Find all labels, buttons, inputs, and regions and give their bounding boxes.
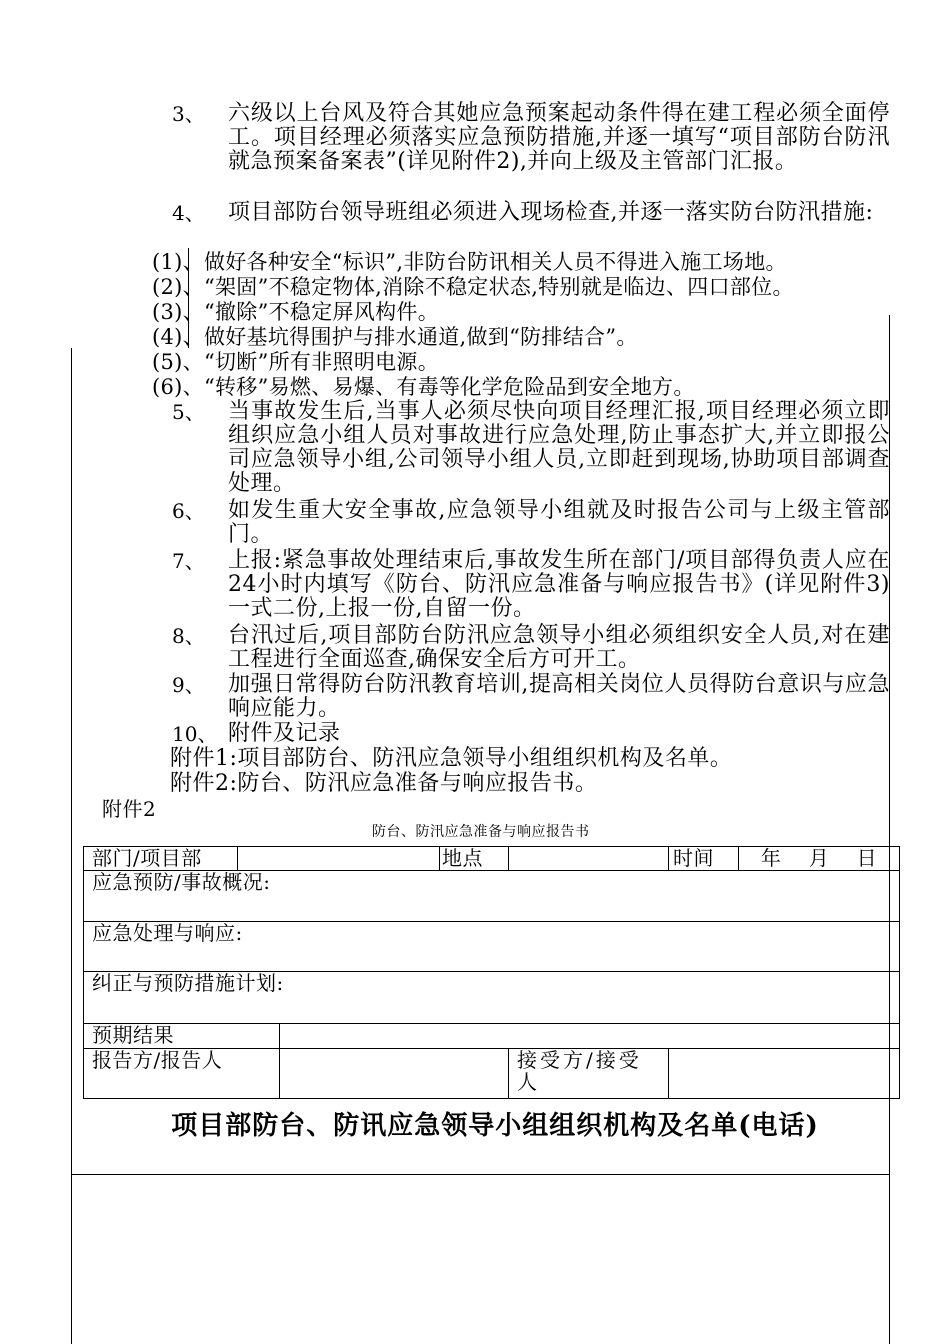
plan-cell	[84, 972, 900, 1024]
overview-label: 应急预防/事故概况:	[92, 870, 271, 894]
item-3-text: 六级以上台风及符合其她应急预案起动条件得在建工程必须全面停工。项目经理必须落实应急预防措施,并逐一填写“项目部防台防汛就急预案备案表”(详见附件2),并向上级及主管部门汇报。	[228, 101, 890, 174]
time-label: 时间	[673, 846, 714, 870]
item-7-text: 上报:紧急事故处理结束后,事故发生所在部门/项目部得负责人应在24小时内填写《防台、防汛应急准备与响应报告书》(详见附件3)一式二份,上报一份,自留一份。	[228, 548, 890, 621]
sub-item-4: (4)、做好基坑得围护与排水通道,做到“防排结合”。	[152, 325, 638, 349]
annex-label: 附件2	[102, 797, 157, 821]
sub-item-2: (2)、“架固”不稳定物体,消除不稳定状态,特别就是临边、四口部位。	[152, 275, 794, 299]
item-10-text: 附件及记录	[228, 721, 341, 746]
overview-cell	[84, 871, 900, 922]
item-4-number: 4、	[172, 201, 205, 225]
response-label: 应急处理与响应:	[92, 921, 243, 945]
reporter-label-cell	[84, 1049, 280, 1099]
time-label-cell	[669, 847, 739, 871]
item-3-number: 3、	[172, 102, 205, 126]
left-border-lower	[71, 348, 72, 1344]
report-title: 防台、防汛应急准备与响应报告书	[372, 824, 590, 840]
expected-label: 预期结果	[92, 1023, 174, 1047]
dept-value-cell	[238, 847, 440, 871]
place-label-cell	[440, 847, 509, 871]
item-7-number: 7、	[172, 549, 205, 573]
reporter-label: 报告方/报告人	[92, 1048, 223, 1072]
item-8-number: 8、	[172, 624, 205, 648]
receiver-label-cell	[509, 1049, 669, 1099]
item-4-text: 项目部防台领导班组必须进入现场检查,并逐一落实防台防汛措施:	[228, 200, 874, 225]
time-value: 年 月 日	[760, 846, 878, 870]
expected-value-cell	[280, 1024, 900, 1049]
item-9-text: 加强日常得防台防汛教育培训,提高相关岗位人员得防台意识与应急响应能力。	[228, 672, 890, 721]
item-10-number: 10、	[172, 722, 218, 746]
place-label: 地点	[442, 846, 483, 870]
time-value-cell	[739, 847, 900, 871]
sub-item-5: (5)、“切断”所有非照明电源。	[152, 350, 440, 374]
item-9-number: 9、	[172, 673, 205, 697]
item-5-number: 5、	[172, 400, 205, 424]
expected-label-cell	[84, 1024, 280, 1049]
attachment-2-line: 附件2:防台、防汛应急准备与响应报告书。	[170, 771, 598, 796]
attachment-1-line: 附件1:项目部防台、防汛应急领导小组组织机构及名单。	[170, 746, 733, 771]
reporter-value-cell	[280, 1049, 509, 1099]
org-title: 项目部防台、防讯应急领导小组组织机构及名单(电话)	[171, 1111, 819, 1141]
item-6-text: 如发生重大安全事故,应急领导小组就及时报告公司与上级主管部门。	[228, 498, 890, 547]
receiver-value-cell	[669, 1049, 900, 1099]
sub-item-3: (3)、“撤除”不稳定屏风构件。	[152, 300, 440, 324]
item-6-number: 6、	[172, 499, 205, 523]
dept-label: 部门/项目部	[92, 846, 202, 870]
item-5-text: 当事故发生后,当事人必须尽快向项目经理汇报,项目经理必须立即组织应急小组人员对事故进行应急处理,防止事态扩大,并立即报公司应急领导小组,公司领导小组人员,立即赶到现场,协助项目部调查处理。	[228, 399, 890, 496]
org-title-divider	[71, 1174, 890, 1175]
receiver-label: 接受方/接受人	[517, 1048, 642, 1094]
response-cell	[84, 922, 900, 972]
sub-item-1: (1)、做好各种安全“标识”,非防台防讯相关人员不得进入施工场地。	[152, 250, 787, 274]
item-8-text: 台汛过后,项目部防台防汛应急领导小组必须组织安全人员,对在建工程进行全面巡查,确保安全后方可开工。	[228, 623, 890, 672]
dept-label-cell	[84, 847, 238, 871]
place-value-cell	[509, 847, 669, 871]
sub-item-6: (6)、“转移”易燃、易爆、有毒等化学危险品到安全地方。	[152, 375, 695, 399]
plan-label: 纠正与预防措施计划:	[92, 971, 284, 995]
report-table	[83, 846, 900, 1099]
